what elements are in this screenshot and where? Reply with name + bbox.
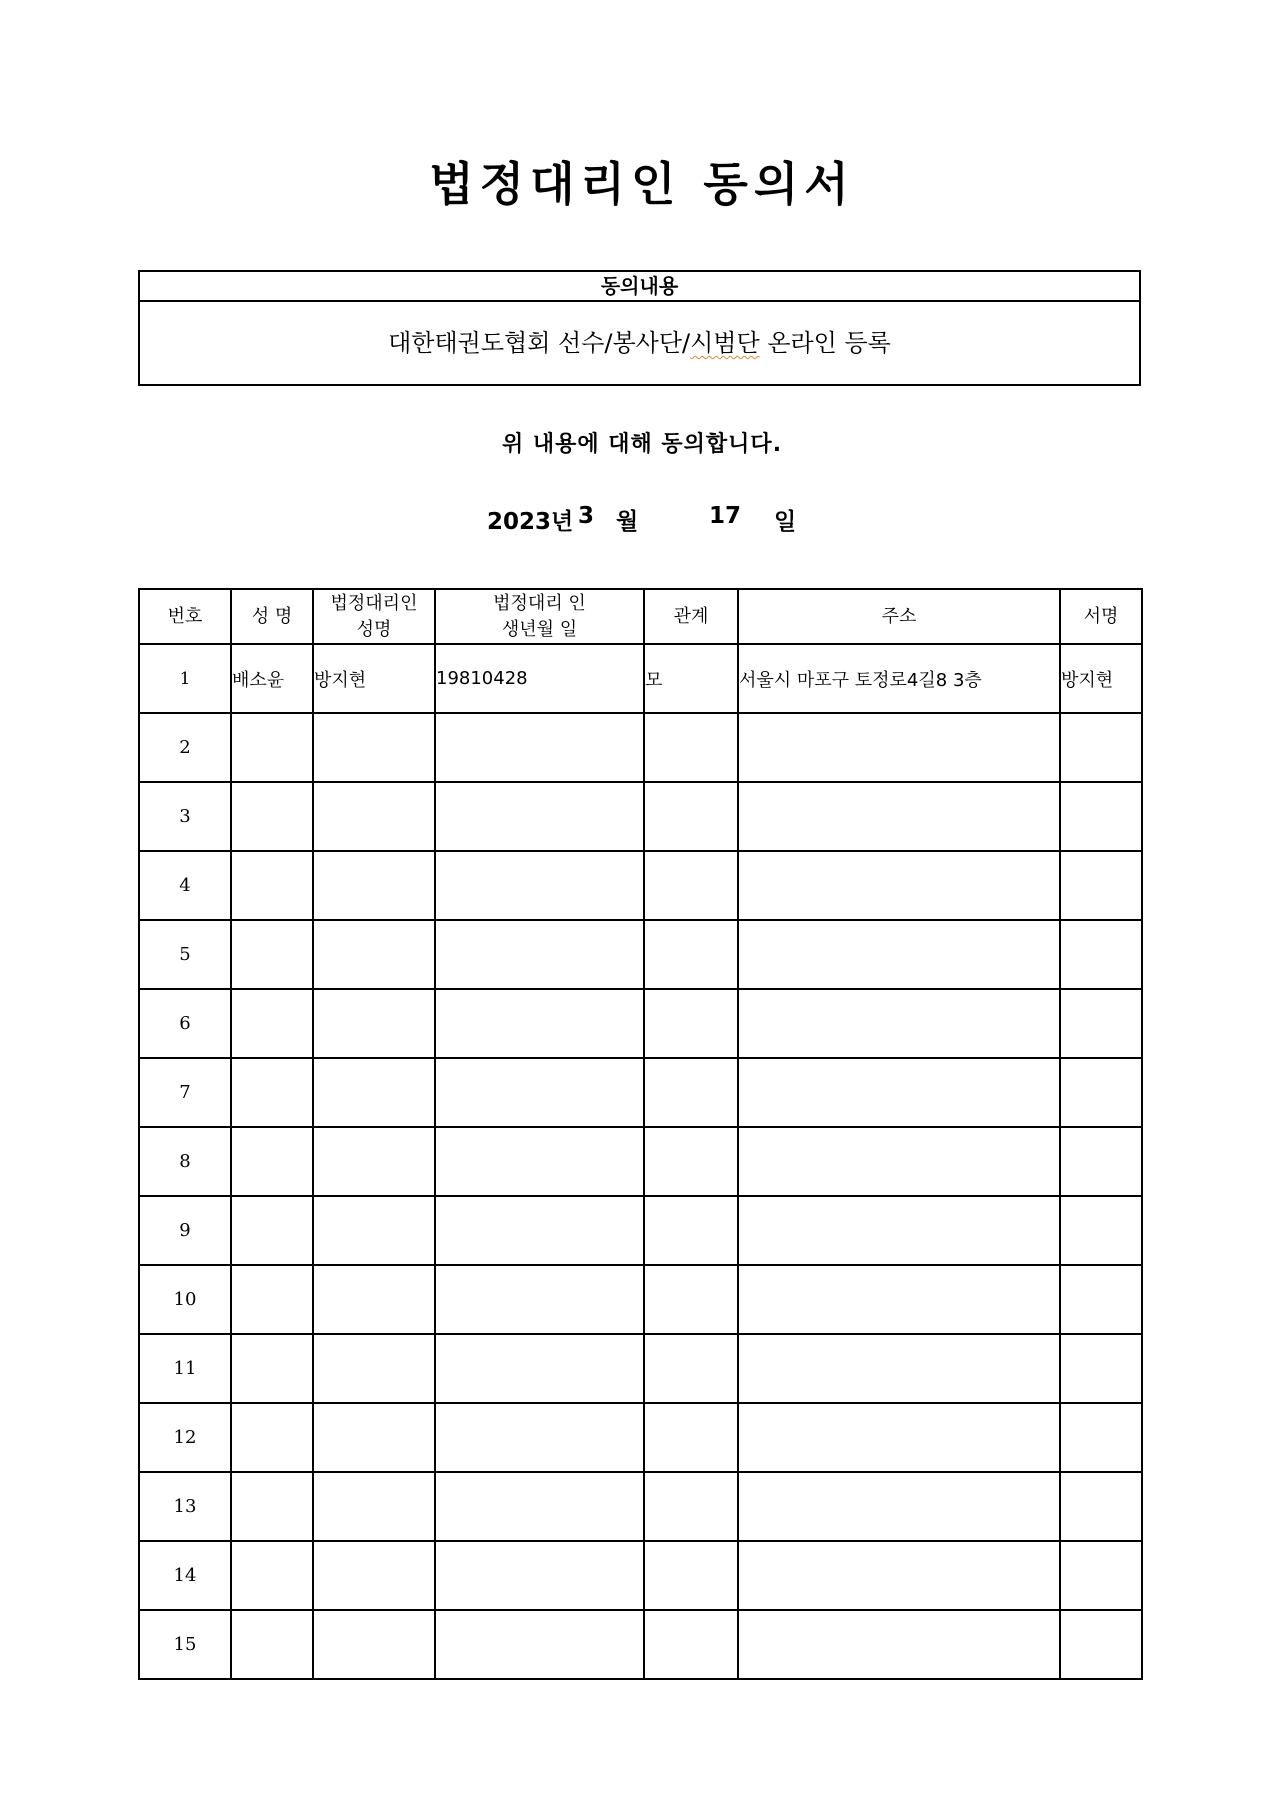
table-row [139,1196,1142,1265]
cell-signature [1060,1610,1142,1679]
header-rep-name-line1: 법정대리인 [330,592,418,614]
cell-number: 7 [139,1058,231,1127]
cell-number: 3 [139,782,231,851]
cell-name [231,851,313,920]
registration-table [138,588,1143,1680]
cell-address [738,989,1060,1058]
table-row [139,1541,1142,1610]
cell-rep-name [313,1610,435,1679]
cell-relation [644,782,738,851]
cell-name [231,1127,313,1196]
header-rep-birth-line2: 생년월 일 [501,618,578,640]
table-row [139,851,1142,920]
cell-rep-name [313,1403,435,1472]
cell-signature [1060,1058,1142,1127]
cell-signature [1060,1403,1142,1472]
cell-name [231,1541,313,1610]
cell-number: 9 [139,1196,231,1265]
cell-rep-name [313,1472,435,1541]
cell-number: 15 [139,1610,231,1679]
cell-rep-name [313,713,435,782]
cell-signature [1060,989,1142,1058]
header-rep-name-line2: 성명 [356,618,392,640]
cell-signature [1060,713,1142,782]
table-row [139,713,1142,782]
table-row [139,920,1142,989]
table-header-row [139,589,1142,644]
cell-name [231,920,313,989]
cell-rep-name [313,782,435,851]
cell-address [738,1196,1060,1265]
cell-rep-name [313,920,435,989]
table-row [139,782,1142,851]
consent-text-marked: 시범단 [690,329,760,357]
table-row [139,1403,1142,1472]
consent-content-header: 동의내용 [140,272,1139,302]
cell-rep-name [313,1265,435,1334]
date-day: 17 [709,503,742,529]
cell-number: 10 [139,1265,231,1334]
cell-rep-birth [435,1058,644,1127]
cell-relation [644,1472,738,1541]
cell-rep-birth [435,1403,644,1472]
table-row [139,644,1142,713]
cell-signature [1060,782,1142,851]
cell-number: 5 [139,920,231,989]
cell-address [738,1472,1060,1541]
cell-signature [1060,920,1142,989]
header-address: 주소 [738,589,1060,644]
cell-rep-birth [435,989,644,1058]
cell-address [738,1541,1060,1610]
cell-rep-name [313,1334,435,1403]
cell-number: 14 [139,1541,231,1610]
header-number: 번호 [139,589,231,644]
cell-address [738,782,1060,851]
header-rep-birth [435,589,644,644]
cell-rep-birth [435,1265,644,1334]
cell-rep-birth [435,1127,644,1196]
agreement-statement: 위 내용에 대해 동의합니다. [501,432,783,457]
cell-rep-birth [435,920,644,989]
cell-signature [1060,1541,1142,1610]
cell-rep-name [313,1127,435,1196]
cell-address [738,1610,1060,1679]
consent-content-box [138,270,1141,386]
cell-rep-name [313,1196,435,1265]
cell-relation [644,1058,738,1127]
cell-signature [1060,1265,1142,1334]
consent-text-part2: 온라인 등록 [759,329,891,357]
header-signature: 서명 [1060,589,1142,644]
cell-relation [644,1127,738,1196]
cell-relation [644,1196,738,1265]
consent-content-text [140,302,1139,384]
cell-rep-birth [435,851,644,920]
cell-address [738,1334,1060,1403]
cell-name [231,1334,313,1403]
cell-rep-birth: 19810428 [435,644,644,713]
cell-relation [644,989,738,1058]
cell-signature [1060,1196,1142,1265]
table-row [139,989,1142,1058]
cell-relation [644,1334,738,1403]
cell-rep-birth [435,1541,644,1610]
cell-rep-name [313,989,435,1058]
header-rep-birth-line1: 법정대리 인 [493,592,586,614]
header-rep-name [313,589,435,644]
cell-address [738,1403,1060,1472]
cell-number: 11 [139,1334,231,1403]
cell-signature [1060,851,1142,920]
cell-name [231,782,313,851]
table-row [139,1127,1142,1196]
date-day-unit: 일 [774,509,797,535]
document-title: 법정대리인 동의서 [429,157,855,211]
cell-relation [644,1403,738,1472]
cell-rep-name: 방지현 [313,644,435,713]
cell-name [231,1610,313,1679]
cell-rep-name [313,1541,435,1610]
cell-name [231,1403,313,1472]
table-row [139,1334,1142,1403]
cell-address [738,1127,1060,1196]
cell-name: 배소윤 [231,644,313,713]
cell-rep-birth [435,1472,644,1541]
cell-relation [644,713,738,782]
cell-number: 12 [139,1403,231,1472]
cell-relation [644,851,738,920]
cell-signature: 방지현 [1060,644,1142,713]
date-month: 3 [578,503,595,529]
cell-rep-birth [435,782,644,851]
cell-address [738,920,1060,989]
date-year: 2023년 [487,509,574,535]
cell-address [738,1265,1060,1334]
cell-number: 13 [139,1472,231,1541]
cell-name [231,989,313,1058]
cell-relation [644,1541,738,1610]
cell-name [231,713,313,782]
table-row [139,1058,1142,1127]
cell-signature [1060,1472,1142,1541]
cell-relation [644,1610,738,1679]
header-name: 성 명 [231,589,313,644]
cell-name [231,1058,313,1127]
cell-address [738,1058,1060,1127]
table-row [139,1265,1142,1334]
cell-number: 2 [139,713,231,782]
cell-relation [644,920,738,989]
cell-address: 서울시 마포구 토정로4길8 3층 [738,644,1060,713]
cell-number: 1 [139,644,231,713]
cell-signature [1060,1334,1142,1403]
consent-text-part1: 대한태권도협회 선수/봉사단/ [388,329,691,357]
table-row [139,1472,1142,1541]
cell-number: 4 [139,851,231,920]
cell-rep-name [313,851,435,920]
cell-relation [644,1265,738,1334]
cell-address [738,851,1060,920]
table-row [139,1610,1142,1679]
date-month-unit: 월 [616,509,639,535]
cell-rep-birth [435,1610,644,1679]
cell-name [231,1265,313,1334]
cell-relation: 모 [644,644,738,713]
cell-name [231,1472,313,1541]
cell-number: 8 [139,1127,231,1196]
cell-number: 6 [139,989,231,1058]
cell-address [738,713,1060,782]
cell-rep-name [313,1058,435,1127]
cell-name [231,1196,313,1265]
header-relation: 관계 [644,589,738,644]
cell-rep-birth [435,1196,644,1265]
cell-rep-birth [435,1334,644,1403]
cell-rep-birth [435,713,644,782]
cell-signature [1060,1127,1142,1196]
